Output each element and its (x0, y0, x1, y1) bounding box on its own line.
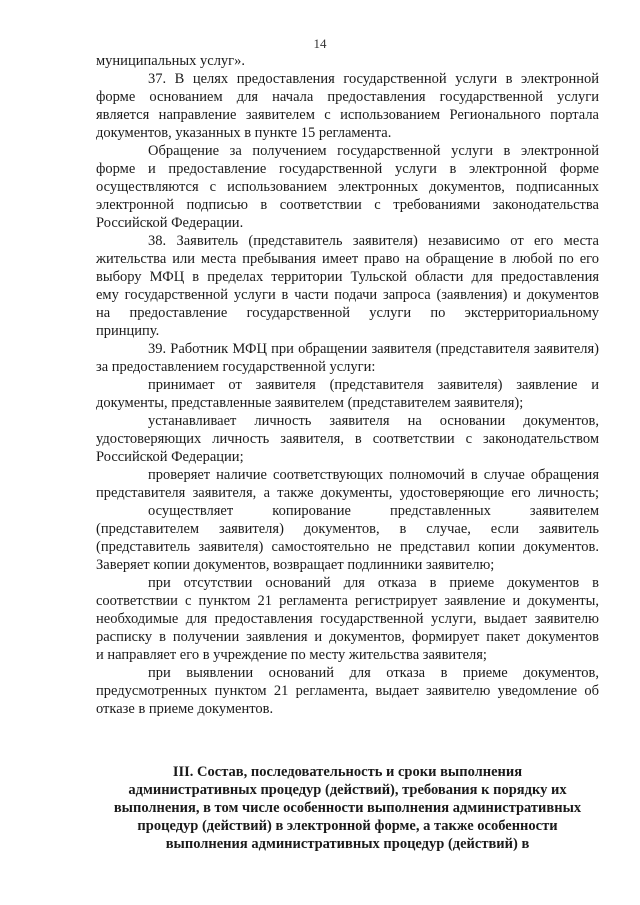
text-line: удостоверяющих личность заявителя, в соответствии с законодательством (96, 431, 599, 447)
text-line: при выявлении оснований для отказа в приеме документов, (148, 665, 599, 681)
text-line: 37. В целях предоставления государственной услуги в электронной (148, 71, 599, 87)
text-line: соответствии с пунктом 21 регламента регистрирует заявление и документы, (96, 593, 599, 609)
text-line: 38. Заявитель (представитель заявителя) независимо от его места (148, 233, 599, 249)
text-line: Заверяет копии документов, возвращает подлинники заявителю; (96, 557, 495, 573)
text-line: Российской Федерации; (96, 449, 244, 465)
text-line: предусмотренных пунктом 21 регламента, выдает заявителю уведомление об (96, 683, 599, 699)
text-line: (представителем заявителя) документов, в случае, если заявитель (96, 521, 599, 537)
text-line: муниципальных услуг». (96, 53, 246, 69)
section-heading-line: процедур (действий) в электронной форме, а также особенности (137, 818, 558, 834)
text-line: форме основанием для начала предоставления государственной услуги (96, 89, 599, 105)
text-line: 39. Работник МФЦ при обращении заявителя (представителя заявителя) (148, 341, 599, 357)
text-line: электронной подписью в соответствии с требованиями законодательства (96, 197, 599, 213)
text-line: и направляет его в учреждение по месту жительства заявителя; (96, 647, 487, 663)
text-line: устанавливает личность заявителя на основании документов, (148, 413, 599, 429)
text-line: ему государственной услуги в части подачи запроса (заявления) и документов (96, 287, 599, 303)
text-line: расписку в получении заявления и документов, формирует пакет документов (96, 629, 599, 645)
text-line: за предоставлением государственной услуги: (96, 359, 376, 375)
section-heading-line: административных процедур (действий), требования к порядку их (128, 782, 567, 798)
text-line: проверяет наличие соответствующих полномочий в случае обращения (148, 467, 599, 483)
text-line: документов, указанных в пункте 15 регламента. (96, 125, 392, 141)
text-line: при отсутствии оснований для отказа в приеме документов в (148, 575, 599, 591)
section-heading-line: выполнения, в том числе особенности выполнения административных (113, 800, 582, 816)
text-line: на предоставление государственной услуги по экстерриториальному (96, 305, 599, 321)
text-line: документы, представленные заявителем (представителем заявителя); (96, 395, 524, 411)
text-line: принципу. (96, 323, 160, 339)
text-line: осуществляются с использованием электронных документов, подписанных (96, 179, 599, 195)
text-line: Обращение за получением государственной услуги в электронной (148, 143, 599, 159)
text-line: отказе в приеме документов. (96, 701, 274, 717)
text-line: жительства или места пребывания имеет право на обращение в любой по его (96, 251, 599, 267)
text-line: необходимые для предоставления государственной услуги, выдает заявителю (96, 611, 599, 627)
page-number: 14 (313, 36, 327, 51)
text-line: выбору МФЦ в пределах территории Тульской области для предоставления (96, 269, 599, 285)
section-heading-line: III. Состав, последовательность и сроки выполнения (172, 764, 523, 780)
text-line: Российской Федерации. (96, 215, 244, 231)
text-line: форме и предоставление государственной услуги в электронной форме (96, 161, 599, 177)
text-line: является направление заявителем с использованием Регионального портала (96, 107, 599, 123)
text-line: (представитель заявителя) самостоятельно не представил копии документов. (96, 539, 599, 555)
section-heading-line: выполнения административных процедур (действий) в (165, 836, 530, 852)
text-line: представителя заявителя, а также документы, удостоверяющие его личность; (96, 485, 599, 501)
text-line: принимает от заявителя (представителя заявителя) заявление и (148, 377, 599, 393)
text-line: осуществляет копирование представленных заявителем (148, 503, 599, 519)
